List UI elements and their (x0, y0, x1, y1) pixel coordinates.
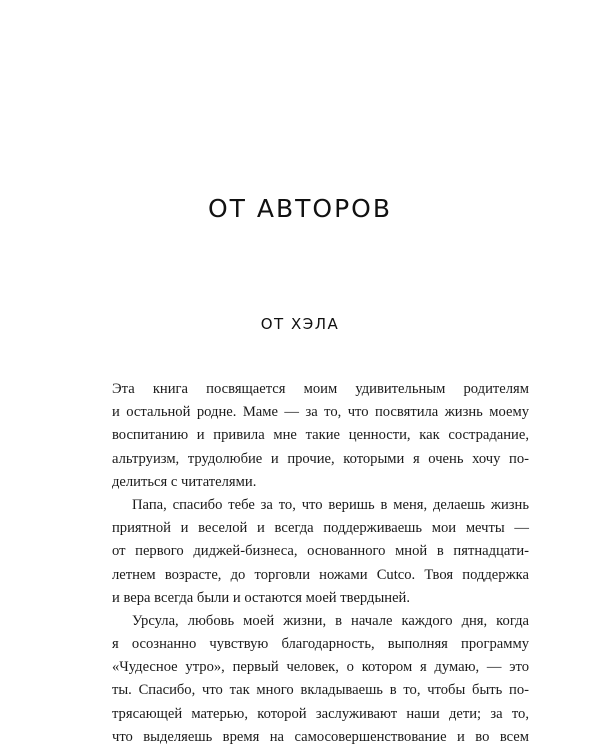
text-line: Эта книга посвящается моим удивительным родителям (112, 381, 529, 397)
text-line: ты. Спасибо, что так много вкладываешь в то, чтобы быть по- (112, 682, 529, 699)
text-line: и вера всегда были и остаются моей твердыней. (112, 589, 411, 606)
text-line: Папа, спасибо тебе за то, что веришь в меня, делаешь жизнь (132, 496, 529, 513)
text-line: Урсула, любовь моей жизни, в начале каждого дня, когда (132, 612, 529, 629)
text-line: я осознанно чувствую благодарность, выполняя программу (112, 636, 529, 653)
text-line: летнем возрасте, до торговли ножами Cutco. Твоя поддержка (112, 566, 529, 583)
text-line: от первого диджей-бизнеса, основанного мной в пятнадцати- (112, 543, 529, 560)
paragraph (112, 378, 529, 494)
chapter-title: ОТ АВТОРОВ (207, 194, 392, 223)
text-line: альтруизм, трудолюбие и прочие, которыми я очень хочу по- (112, 450, 529, 467)
text-line: воспитанию и привила мне такие ценности, как сострадание, (112, 427, 529, 444)
section-title: ОТ ХЭЛА (260, 315, 340, 333)
paragraph (112, 610, 529, 749)
text-line: что выделяешь время на самосовершенствование и во всем (112, 728, 529, 745)
body-text (112, 378, 529, 749)
text-line: делиться с читателями. (112, 473, 257, 490)
text-line: «Чудесное утро», первый человек, о котором я думаю, — это (112, 659, 529, 676)
text-line: трясающей матерью, которой заслуживают наши дети; за то, (112, 705, 529, 722)
text-line: и остальной родне. Маме — за то, что посвятила жизнь моему (112, 404, 529, 421)
paragraph (112, 494, 529, 610)
text-line: приятной и веселой и всегда поддерживаешь мои мечты — (112, 520, 529, 537)
